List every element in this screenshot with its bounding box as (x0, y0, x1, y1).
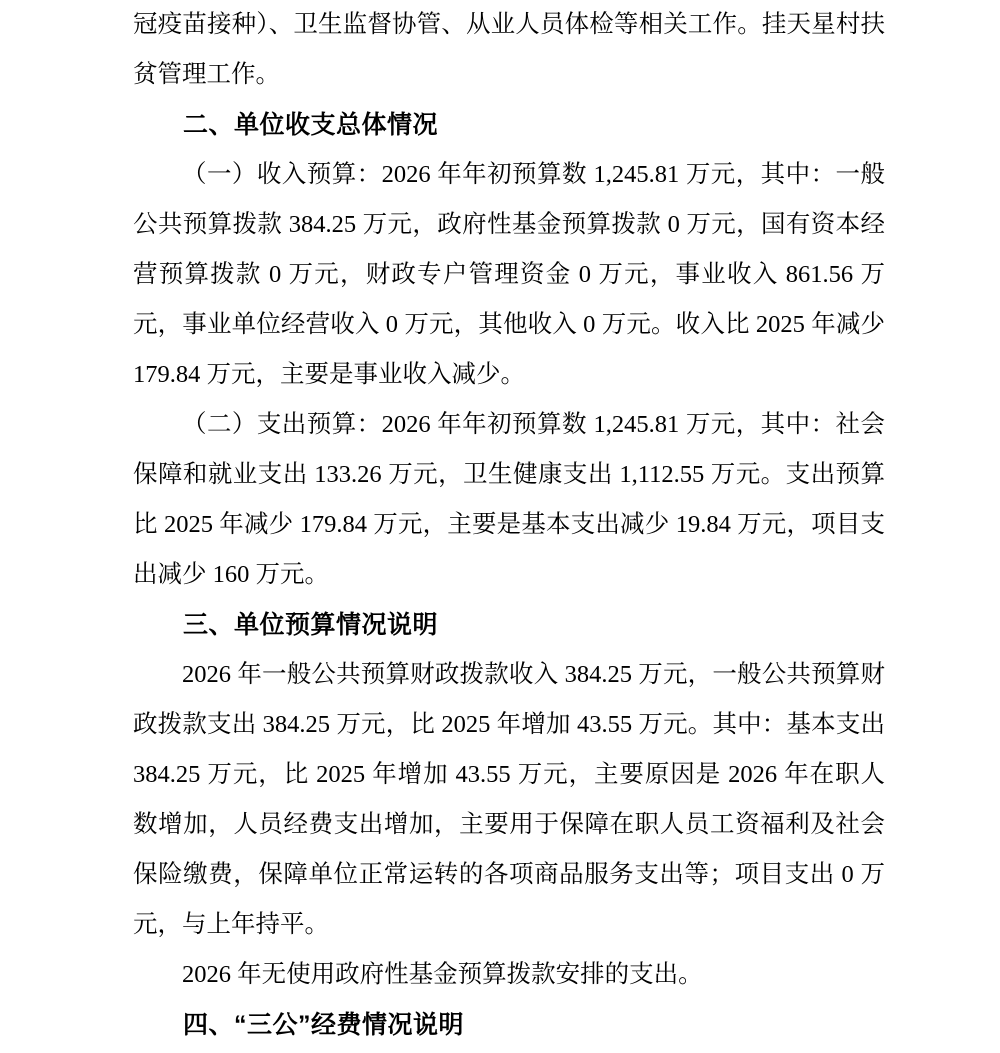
section-heading-income-expenditure-overview: 二、单位收支总体情况 (183, 111, 439, 139)
paragraph-income-budget: （一）收入预算：2026 年年初预算数 1,245.81 万元，其中：一般公共预算拨款 384.25 万元，政府性基金预算拨款 0 万元，国有资本经营预算拨款 0 万元，财政专户管理资金 0 万元，事业收入 861.56 万元，事业单位经营收入 0 万元，其他收入 0 万元。收入比 2025 年减少 179.84 万元，主要是事业收入减少。 (133, 161, 885, 388)
document-content (133, 0, 885, 1050)
paragraph-government-fund: 2026 年无使用政府性基金预算拨款安排的支出。 (182, 961, 703, 988)
section-heading-three-public-expenses: 四、“三公”经费情况说明 (183, 1011, 465, 1039)
paragraph-duties-continuation: 冠疫苗接种）、卫生监督协管、从业人员体检等相关工作。挂天星村扶贫管理工作。 (133, 11, 885, 88)
section-heading-budget-explanation: 三、单位预算情况说明 (183, 611, 439, 639)
paragraph-general-public-budget: 2026 年一般公共预算财政拨款收入 384.25 万元，一般公共预算财政拨款支出 384.25 万元，比 2025 年增加 43.55 万元。其中：基本支出 384.25 万元，比 2025 年增加 43.55 万元，主要原因是 2026 年在职人数增加，人员经费支出增加，主要用于保障在职人员工资福利及社会保险缴费，保障单位正常运转的各项商品服务支出等；项目支出 0 万元，与上年持平。 (133, 661, 885, 938)
paragraph-expenditure-budget: （二）支出预算：2026 年年初预算数 1,245.81 万元，其中：社会保障和就业支出 133.26 万元，卫生健康支出 1,112.55 万元。支出预算比 2025 年减少 179.84 万元，主要是基本支出减少 19.84 万元，项目支出减少 160 万元。 (133, 411, 885, 588)
